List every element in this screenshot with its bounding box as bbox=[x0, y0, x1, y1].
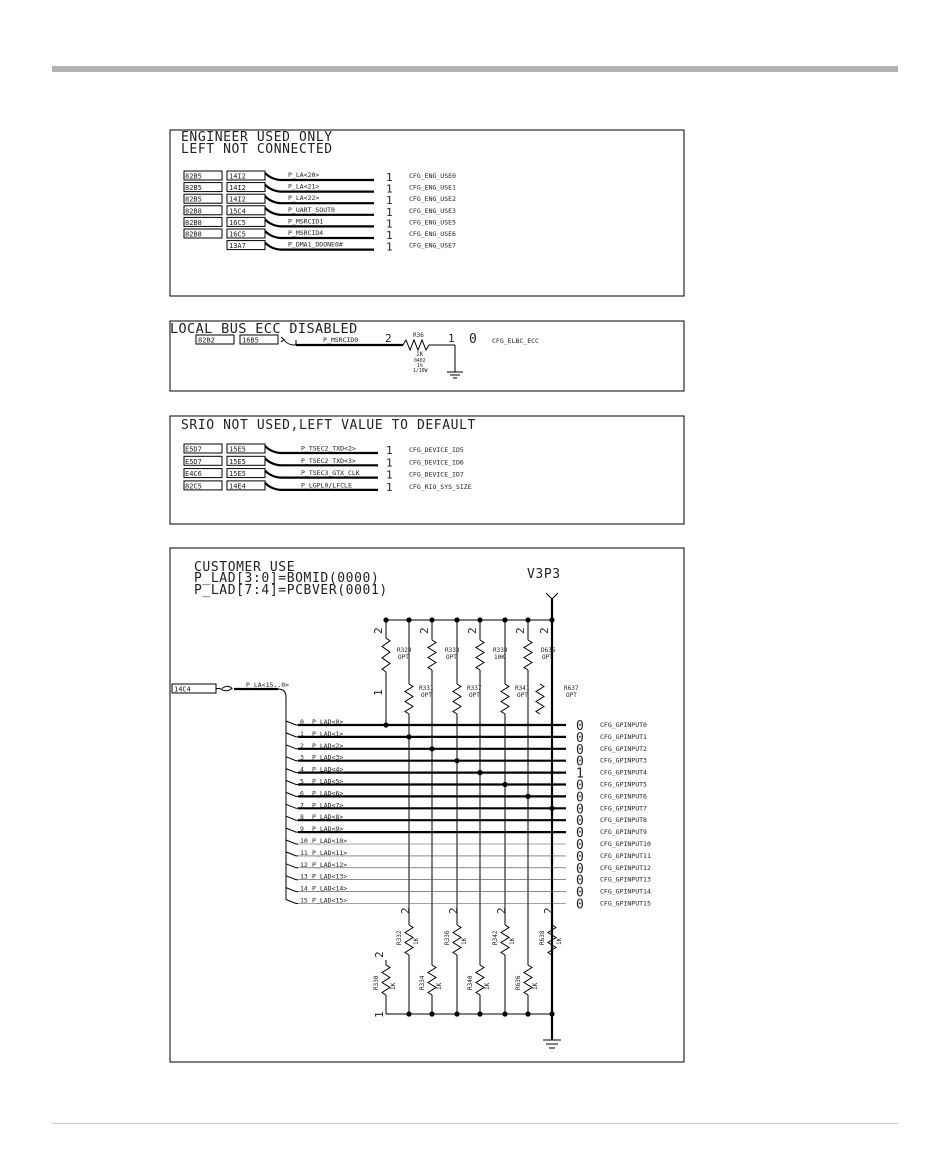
offpage-page-label: 14I2 bbox=[229, 172, 246, 181]
junction-dot bbox=[525, 1011, 530, 1016]
port-connector bbox=[216, 686, 232, 691]
bus-entry bbox=[286, 757, 298, 761]
bit-number: 2 bbox=[300, 741, 304, 750]
resistor-ref: R638 bbox=[539, 930, 546, 945]
pin-number: 2 bbox=[447, 907, 460, 914]
resistor-bottom-lower bbox=[476, 965, 484, 995]
resistor-value: 1K bbox=[532, 982, 539, 990]
config-net: CFG_ENG_USE5 bbox=[409, 218, 456, 227]
resistor-mid bbox=[501, 684, 509, 714]
port-lead bbox=[284, 340, 296, 345]
bit-number: 3 bbox=[300, 753, 304, 762]
config-net: CFG_GPINPUT5 bbox=[600, 780, 647, 789]
config-net: CFG_ENG_USE7 bbox=[409, 241, 456, 250]
bus-entry bbox=[286, 792, 298, 796]
resistor-value: OPT bbox=[469, 692, 480, 699]
bit-value: 0 bbox=[576, 814, 584, 830]
resistor-value: OPT bbox=[446, 654, 457, 661]
resistor-ref: R333 bbox=[445, 647, 460, 654]
panel-title-line3: P_LAD[7:4]=PCBVER(0001) bbox=[194, 583, 388, 598]
offpage-ref-label: 82B5 bbox=[185, 172, 202, 181]
panel-title: LOCAL BUS ECC DISABLED bbox=[170, 321, 358, 337]
offpage-ref-label: E5D7 bbox=[185, 457, 202, 466]
bit-value: 0 bbox=[576, 897, 584, 913]
resistor-bottom-upper bbox=[548, 925, 556, 955]
offpage-ref-label: E4C6 bbox=[185, 470, 202, 479]
junction-dot bbox=[429, 746, 434, 751]
pin-number: 2 bbox=[495, 907, 508, 914]
offpage-page-label: 14I2 bbox=[229, 184, 246, 193]
offpage-page-label: 15E5 bbox=[229, 457, 246, 466]
resistor-tol: 1% bbox=[417, 364, 423, 369]
pin-number: 1 bbox=[373, 1011, 386, 1018]
panel-engineer-used bbox=[170, 130, 684, 296]
offpage-page-label: 16B5 bbox=[242, 336, 259, 345]
resistor-value: OPT bbox=[398, 654, 409, 661]
net-wire bbox=[265, 173, 374, 180]
offpage-page-label: 13A7 bbox=[229, 242, 246, 251]
resistor-value: OPT bbox=[542, 654, 553, 661]
resistor-top bbox=[428, 640, 436, 670]
resistor-size: 0402 bbox=[414, 359, 426, 364]
pin-number: 2 bbox=[372, 627, 385, 634]
net-label: P_TSEC3_GTX_CLK bbox=[301, 469, 360, 478]
config-net: CFG_GPINPUT11 bbox=[600, 851, 651, 860]
resistor-ref: R334 bbox=[419, 975, 426, 990]
resistor-value: 1K bbox=[556, 937, 563, 945]
bit-value: 0 bbox=[576, 838, 584, 853]
offpage-ref-label: 82B2 bbox=[198, 336, 215, 345]
bit-number: 0 bbox=[300, 718, 304, 726]
resistor-ref: R339 bbox=[493, 647, 508, 654]
bit-value: 0 bbox=[576, 861, 584, 877]
config-net: CFG_GPINPUT0 bbox=[600, 721, 647, 729]
bus-entry bbox=[286, 781, 298, 785]
offpage-ref-label: 82B5 bbox=[185, 195, 202, 204]
resistor-power: 1/16W bbox=[413, 369, 428, 374]
panel-title: SRIO NOT USED,LEFT VALUE TO DEFAULT bbox=[181, 418, 476, 433]
bit-number: 10 bbox=[300, 837, 308, 845]
config-net: CFG_GPINPUT2 bbox=[600, 744, 647, 753]
resistor-ref: R337 bbox=[467, 685, 482, 692]
pin-number: 1 bbox=[386, 217, 393, 231]
resistor-value: 10K bbox=[494, 654, 505, 661]
bit-value: 0 bbox=[576, 873, 584, 889]
panel-title-line2: LEFT NOT CONNECTED bbox=[181, 142, 333, 157]
junction-dot bbox=[454, 1011, 459, 1016]
pin-number: 1 bbox=[386, 240, 393, 254]
resistor-ref: R330 bbox=[373, 975, 380, 990]
offpage-page-label: 14I2 bbox=[229, 195, 246, 204]
resistor-ref: R332 bbox=[396, 930, 403, 945]
config-net: CFG_GPINPUT1 bbox=[600, 732, 647, 741]
config-net: CFG_GPINPUT10 bbox=[600, 840, 651, 848]
resistor-bottom-lower bbox=[428, 965, 436, 995]
bit-value: 0 bbox=[576, 826, 584, 842]
bit-value: 0 bbox=[576, 885, 584, 901]
junction-dot bbox=[477, 1011, 482, 1016]
net-label: P_LAD<1> bbox=[312, 729, 344, 738]
junction-dot bbox=[429, 1011, 434, 1016]
net-label: P_TSEC2_TXD<2> bbox=[301, 444, 356, 453]
offpage-page-label: 16C5 bbox=[229, 230, 246, 239]
config-net: CFG_GPINPUT14 bbox=[600, 887, 651, 896]
resistor-ref: R336 bbox=[444, 930, 451, 945]
net-label: P_LAD<15> bbox=[312, 896, 348, 905]
bus-entry bbox=[286, 745, 298, 749]
offpage-ref-label: 82B5 bbox=[185, 184, 202, 193]
bus-entry bbox=[286, 816, 298, 820]
resistor-value: OPT bbox=[517, 692, 528, 699]
bit-number: 13 bbox=[300, 872, 308, 881]
junction-dot bbox=[406, 734, 411, 739]
offpage-page-label: 15E5 bbox=[229, 445, 246, 454]
net-label: P_LAD<6> bbox=[312, 789, 344, 798]
panel-title-line2: P_LAD[3:0]=BOMID(0000) bbox=[194, 571, 380, 586]
panel-title-line1: CUSTOMER USE bbox=[194, 560, 296, 575]
pin-number: 2 bbox=[466, 627, 479, 634]
config-net: CFG_ELBC_ECC bbox=[492, 337, 539, 345]
pin-number: 1 bbox=[386, 182, 393, 196]
config-net: CFG_DEVICE_ID7 bbox=[409, 470, 464, 479]
resistor-mid bbox=[536, 684, 544, 714]
bus-entry bbox=[286, 852, 298, 856]
pin-number: 2 bbox=[538, 627, 551, 634]
port-arrow bbox=[281, 337, 284, 342]
pin-number: 1 bbox=[386, 480, 393, 494]
bit-number: 7 bbox=[300, 801, 304, 810]
resistor-ref: R36 bbox=[413, 332, 424, 339]
net-label: P_LGPL0/LFCLE bbox=[301, 481, 352, 490]
resistor-value: 1K bbox=[416, 351, 424, 358]
net-label: P_UART_SOUT0 bbox=[288, 205, 335, 214]
resistor-ref: D635 bbox=[541, 647, 556, 654]
pin-number: 1 bbox=[386, 194, 393, 208]
config-net: CFG_GPINPUT3 bbox=[600, 756, 647, 765]
bus-entry bbox=[286, 733, 298, 737]
net-label: P_LAD<0> bbox=[312, 718, 344, 726]
pin-number: 1 bbox=[372, 689, 385, 696]
junction-dot bbox=[502, 782, 507, 787]
panel-srio bbox=[170, 416, 684, 524]
panel-local-bus-ecc bbox=[170, 321, 684, 391]
bit-value: 0 bbox=[576, 778, 584, 794]
resistor-ref: R637 bbox=[564, 685, 579, 692]
config-net: CFG_GPINPUT12 bbox=[600, 863, 651, 872]
net-label: P_LAD<3> bbox=[312, 753, 344, 762]
bit-number: 15 bbox=[300, 896, 308, 905]
junction-dot bbox=[502, 1011, 507, 1016]
bus-entry bbox=[286, 721, 298, 725]
net-label: P_LAD<12> bbox=[312, 860, 348, 869]
resistor-ref: R341 bbox=[515, 685, 530, 692]
bus-label: P_LA<15..0> bbox=[246, 681, 290, 689]
bit-number: 14 bbox=[300, 884, 308, 893]
config-value: 0 bbox=[469, 332, 477, 347]
config-net: CFG_GPINPUT8 bbox=[600, 816, 647, 825]
pin-number: 1 bbox=[386, 229, 393, 242]
net-label: P_DMA1_DDONE0# bbox=[288, 240, 343, 249]
net-label: P_MSRCID4 bbox=[288, 229, 324, 237]
resistor-value: 1K bbox=[390, 982, 397, 990]
resistor-value: 1K bbox=[461, 937, 468, 945]
pin-number: 2 bbox=[514, 627, 527, 634]
config-net: CFG_DEVICE_ID5 bbox=[409, 446, 464, 454]
offpage-page-label: 15E5 bbox=[229, 470, 246, 479]
net-label: P_LA<20> bbox=[288, 171, 320, 179]
bit-number: 6 bbox=[300, 789, 304, 798]
config-net: CFG_GPINPUT7 bbox=[600, 804, 647, 813]
offpage-port-label: 14C4 bbox=[174, 685, 191, 694]
resistor-mid bbox=[405, 684, 413, 714]
bit-value: 0 bbox=[576, 802, 584, 818]
pin-1: 1 bbox=[448, 332, 455, 345]
bit-value: 0 bbox=[576, 730, 584, 746]
resistor-value: 1K bbox=[436, 982, 443, 990]
resistor-ref: R636 bbox=[515, 975, 522, 990]
bit-number: 4 bbox=[300, 765, 304, 774]
config-net: CFG_GPINPUT6 bbox=[600, 792, 647, 801]
pin-number: 2 bbox=[399, 907, 412, 914]
resistor-value: 1K bbox=[484, 982, 491, 990]
config-net: CFG_ENG_USE3 bbox=[409, 206, 456, 215]
config-net: CFG_GPINPUT9 bbox=[600, 828, 647, 837]
bit-value: 0 bbox=[576, 754, 584, 770]
pin-number: 2 bbox=[418, 627, 431, 634]
resistor-ref: R342 bbox=[492, 930, 499, 945]
junction-dot bbox=[406, 1011, 411, 1016]
bit-number: 9 bbox=[300, 825, 304, 834]
resistor-bottom-lower bbox=[382, 965, 390, 995]
config-net: CFG_ENG_USE0 bbox=[409, 172, 456, 180]
bus-entry bbox=[286, 888, 298, 892]
pin-number: 1 bbox=[386, 456, 393, 470]
panel-customer-use bbox=[170, 548, 684, 1062]
offpage-ref-label: 82B8 bbox=[185, 207, 202, 216]
offpage-page-label: 15C4 bbox=[229, 207, 246, 216]
net-label: P_LAD<10> bbox=[312, 837, 348, 845]
bit-value: 0 bbox=[576, 849, 584, 865]
resistor-top bbox=[476, 640, 484, 670]
net-label: P_LAD<4> bbox=[312, 765, 344, 774]
bit-value: 0 bbox=[576, 719, 584, 734]
offpage-page-label: 16C5 bbox=[229, 218, 246, 227]
net-label: P_LAD<11> bbox=[312, 848, 348, 857]
config-net: CFG_DEVICE_ID6 bbox=[409, 458, 464, 467]
resistor-mid bbox=[453, 684, 461, 714]
config-net: CFG_RIO_SYS_SIZE bbox=[409, 482, 472, 491]
resistor-ref: R331 bbox=[419, 685, 434, 692]
resistor-bottom-upper bbox=[453, 925, 461, 955]
net-label: P_TSEC2_TXD<3> bbox=[301, 456, 356, 465]
net-label: P_LAD<9> bbox=[312, 825, 344, 834]
resistor-top bbox=[524, 640, 532, 670]
pin-number: 2 bbox=[542, 907, 555, 914]
junction-dot bbox=[549, 806, 554, 811]
bit-number: 5 bbox=[300, 777, 304, 786]
net-label: P_LA<22> bbox=[288, 194, 320, 203]
net-wire bbox=[265, 196, 374, 203]
resistor-value: 1K bbox=[413, 937, 420, 945]
resistor-bottom-lower bbox=[524, 965, 532, 995]
config-net: CFG_GPINPUT15 bbox=[600, 899, 651, 908]
bus-entry bbox=[286, 828, 298, 832]
resistor-value: OPT bbox=[566, 692, 577, 699]
bit-value: 1 bbox=[576, 766, 584, 782]
offpage-page-label: 14E4 bbox=[229, 482, 246, 491]
config-net: CFG_ENG_USE2 bbox=[409, 195, 456, 204]
net-label: P_LAD<7> bbox=[312, 801, 344, 810]
bit-number: 1 bbox=[300, 729, 304, 738]
offpage-ref-label: 82C5 bbox=[185, 482, 202, 491]
offpage-ref-label: E5D7 bbox=[185, 445, 202, 454]
bus-entry bbox=[286, 840, 298, 844]
power-rail-label: V3P3 bbox=[527, 567, 561, 582]
resistor-col0 bbox=[382, 638, 390, 672]
net-wire bbox=[265, 182, 374, 192]
net-label: P_MSRCID1 bbox=[288, 217, 324, 226]
resistor-ref: R340 bbox=[467, 975, 474, 990]
bit-number: 12 bbox=[300, 860, 308, 869]
resistor-ref: R329 bbox=[397, 647, 412, 654]
net-label: P_LAD<14> bbox=[312, 884, 348, 893]
net-label: P_LAD<5> bbox=[312, 777, 344, 786]
resistor-bottom-upper bbox=[405, 925, 413, 955]
config-net: CFG_GPINPUT13 bbox=[600, 875, 651, 884]
bit-value: 0 bbox=[576, 742, 584, 758]
bus-entry bbox=[286, 864, 298, 868]
bus-trunk bbox=[278, 689, 286, 900]
pin-number: 1 bbox=[386, 468, 393, 482]
config-net: CFG_GPINPUT4 bbox=[600, 768, 647, 777]
bit-number: 8 bbox=[300, 813, 304, 822]
net-label: P_MSRCID0 bbox=[323, 336, 359, 344]
config-net: CFG_ENG_USE6 bbox=[409, 230, 456, 238]
junction-dot bbox=[454, 758, 459, 763]
bus-entry bbox=[286, 900, 298, 904]
net-label: P_LAD<2> bbox=[312, 741, 344, 750]
config-net: CFG_ENG_USE1 bbox=[409, 183, 456, 192]
net-label: P_LAD<8> bbox=[312, 813, 344, 822]
resistor-value: OPT bbox=[421, 692, 432, 699]
junction-dot bbox=[383, 722, 388, 727]
offpage-ref-label: 82B8 bbox=[185, 218, 202, 227]
bus-entry bbox=[286, 769, 298, 773]
offpage-ref-label: 82B8 bbox=[185, 230, 202, 239]
junction-dot bbox=[525, 794, 530, 799]
bit-number: 11 bbox=[300, 848, 308, 857]
pin-number: 1 bbox=[386, 444, 393, 457]
pin-number: 1 bbox=[386, 205, 393, 219]
net-label: P_LAD<13> bbox=[312, 872, 348, 881]
junction-dot bbox=[477, 770, 482, 775]
bus-entry bbox=[286, 804, 298, 808]
resistor-bottom-upper bbox=[501, 925, 509, 955]
resistor-value: 1K bbox=[509, 937, 516, 945]
bit-value: 0 bbox=[576, 790, 584, 806]
bus-entry bbox=[286, 876, 298, 880]
net-label: P_LA<21> bbox=[288, 182, 320, 191]
pin-number: 1 bbox=[386, 171, 393, 184]
panel-title-line1: ENGINEER USED ONLY bbox=[181, 130, 333, 145]
junction-dot bbox=[549, 617, 554, 622]
pin-number: 2 bbox=[373, 951, 386, 958]
pin-2: 2 bbox=[385, 332, 392, 345]
